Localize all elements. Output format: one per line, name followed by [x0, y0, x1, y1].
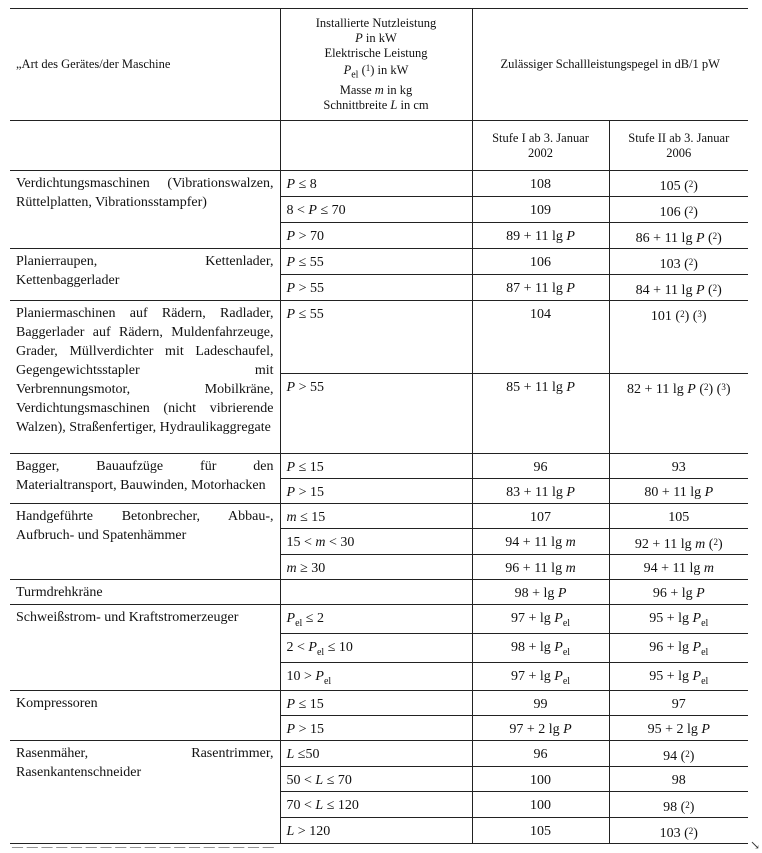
stage-2-value: 84 + 11 lg P ($^2$)	[609, 275, 748, 301]
condition-cell: L > 120	[280, 818, 472, 844]
stage-1-value: 85 + 11 lg P	[472, 374, 609, 454]
condition-cell: L ≤50	[280, 741, 472, 767]
device-type-cell: Kompressoren	[10, 691, 280, 741]
condition-cell: $2 < P_{el} \le 10$	[280, 633, 472, 662]
table-row	[10, 691, 748, 716]
stage-2-value: $96 + \lg P_{el}$	[609, 633, 748, 662]
table-row	[10, 741, 748, 767]
stage-1-value: 104	[472, 301, 609, 374]
stage-2-value: 94 ($^2$)	[609, 741, 748, 767]
header-power-line: Masse m in kg	[339, 82, 413, 97]
device-type-cell: Verdichtungsmaschinen (Vibrationswalzen, Rüttelplatten, Vibrationsstampfer)	[10, 171, 280, 249]
header-power-line: Elektrische Leistung	[324, 46, 428, 61]
device-type-cell: Bagger, Bauaufzüge für den Materialtransport, Bauwinden, Motorhacken	[10, 454, 280, 504]
stage-2-value: 92 + 11 lg m ($^2$)	[609, 529, 748, 555]
condition-cell: $P_{el} \le 2$	[280, 605, 472, 634]
table-row	[10, 605, 748, 634]
stage-2-value: $95 + \lg P_{el}$	[609, 662, 748, 691]
device-type-cell: Handgeführte Betonbrecher, Abbau-, Aufbruch- und Spatenhämmer	[10, 504, 280, 580]
condition-cell: $10 > P_{el}$	[280, 662, 472, 691]
stage-2-value: 105 ($^2$)	[609, 171, 748, 197]
stage-2-value: 101 ($^2$) ($^3$)	[609, 301, 748, 374]
device-type-cell: Planiermaschinen auf Rädern, Radlader, Baggerlader auf Rädern, Muldenfahrzeuge, Grader, Müllverdichter mit Ladeschaufel, Gegengewichtsstapler mit Verbrennungsmotor, Mobilkräne, Verdichtungsmaschinen (nicht vibrierende Walzen), Straßenfertiger, Hydraulikaggregate	[10, 301, 280, 454]
condition-cell: 15 < m < 30	[280, 529, 472, 555]
stage-1-value: 106	[472, 249, 609, 275]
stage-1-value: 100	[472, 792, 609, 818]
stage-2-value: 96 + lg P	[609, 580, 748, 605]
stage-1-value: 100	[472, 767, 609, 792]
condition-cell: P > 15	[280, 716, 472, 741]
stage-1-value: 98 + lg P	[472, 580, 609, 605]
table-row	[10, 171, 748, 197]
header-sound-level: Zulässiger Schallleistungspegel in dB/1 pW	[472, 9, 748, 121]
stage-1-value: $97 + \lg P_{el}$	[472, 662, 609, 691]
condition-cell: P ≤ 15	[280, 691, 472, 716]
condition-cell: P > 15	[280, 479, 472, 504]
header-device-type: „Art des Gerätes/der Maschine	[10, 9, 280, 121]
device-type-cell: Schweißstrom- und Kraftstromerzeuger	[10, 605, 280, 691]
condition-cell: m ≤ 15	[280, 504, 472, 529]
condition-cell: P ≤ 55	[280, 301, 472, 374]
stage-1-value: 109	[472, 197, 609, 223]
header-stage-1: Stufe I ab 3. Januar 2002	[472, 121, 609, 171]
header-power	[280, 9, 472, 121]
stage-2-value: 98	[609, 767, 748, 792]
stage-2-value: 103 ($^2$)	[609, 249, 748, 275]
stage-1-value: 96	[472, 741, 609, 767]
header-power-line: $P_{el}$ ($^1$) in kW	[343, 63, 409, 81]
condition-cell: P ≤ 55	[280, 249, 472, 275]
stage-2-value: 103 ($^2$)	[609, 818, 748, 844]
stage-2-value: 106 ($^2$)	[609, 197, 748, 223]
condition-cell: 8 < P ≤ 70	[280, 197, 472, 223]
corner-marker: ↘	[749, 838, 760, 852]
stage-1-value: 96 + 11 lg m	[472, 555, 609, 580]
condition-cell: m ≥ 30	[280, 555, 472, 580]
stage-2-value: 98 ($^2$)	[609, 792, 748, 818]
stage-2-value: 97	[609, 691, 748, 716]
condition-cell	[280, 580, 472, 605]
condition-cell: P ≤ 8	[280, 171, 472, 197]
condition-cell: 50 < L ≤ 70	[280, 767, 472, 792]
header-empty-cell	[280, 121, 472, 171]
stage-1-value: $98 + \lg P_{el}$	[472, 633, 609, 662]
noise-limits-table	[10, 8, 748, 844]
condition-cell: P ≤ 15	[280, 454, 472, 479]
footnote-fragment: — — — — — — — — — — — — — — — — — —	[12, 841, 275, 853]
device-type-cell: Planierraupen, Kettenlader, Kettenbaggerlader	[10, 249, 280, 301]
stage-1-value: 108	[472, 171, 609, 197]
stage-2-value: 105	[609, 504, 748, 529]
stage-1-value: 96	[472, 454, 609, 479]
table-row	[10, 249, 748, 275]
stage-1-value: 99	[472, 691, 609, 716]
stage-2-value: 80 + 11 lg P	[609, 479, 748, 504]
stage-2-value: 95 + 2 lg P	[609, 716, 748, 741]
stage-1-value: $97 + \lg P_{el}$	[472, 605, 609, 634]
stage-2-value: 93	[609, 454, 748, 479]
stage-1-value: 83 + 11 lg P	[472, 479, 609, 504]
table-row	[10, 580, 748, 605]
stage-1-value: 94 + 11 lg m	[472, 529, 609, 555]
header-empty-cell	[10, 121, 280, 171]
condition-cell: 70 < L ≤ 120	[280, 792, 472, 818]
stage-1-value: 105	[472, 818, 609, 844]
header-power-line: Schnittbreite L in cm	[323, 97, 429, 112]
stage-1-value: 87 + 11 lg P	[472, 275, 609, 301]
stage-2-value: 82 + 11 lg P ($^2$) ($^3$)	[609, 374, 748, 454]
device-type-cell: Rasenmäher, Rasentrimmer, Rasenkantenschneider	[10, 741, 280, 844]
stage-2-value: 94 + 11 lg m	[609, 555, 748, 580]
stage-1-value: 89 + 11 lg P	[472, 223, 609, 249]
stage-1-value: 107	[472, 504, 609, 529]
table-row	[10, 301, 748, 374]
stage-2-value: 86 + 11 lg P ($^2$)	[609, 223, 748, 249]
condition-cell: P > 55	[280, 374, 472, 454]
header-stage-2: Stufe II ab 3. Januar 2006	[609, 121, 748, 171]
table-row	[10, 454, 748, 479]
device-type-cell: Turmdrehkräne	[10, 580, 280, 605]
stage-1-value: 97 + 2 lg P	[472, 716, 609, 741]
condition-cell: P > 70	[280, 223, 472, 249]
stage-2-value: $95 + \lg P_{el}$	[609, 605, 748, 634]
header-power-line: P in kW	[355, 31, 397, 46]
header-power-line: Installierte Nutzleistung	[315, 16, 437, 31]
condition-cell: P > 55	[280, 275, 472, 301]
table-row	[10, 504, 748, 529]
